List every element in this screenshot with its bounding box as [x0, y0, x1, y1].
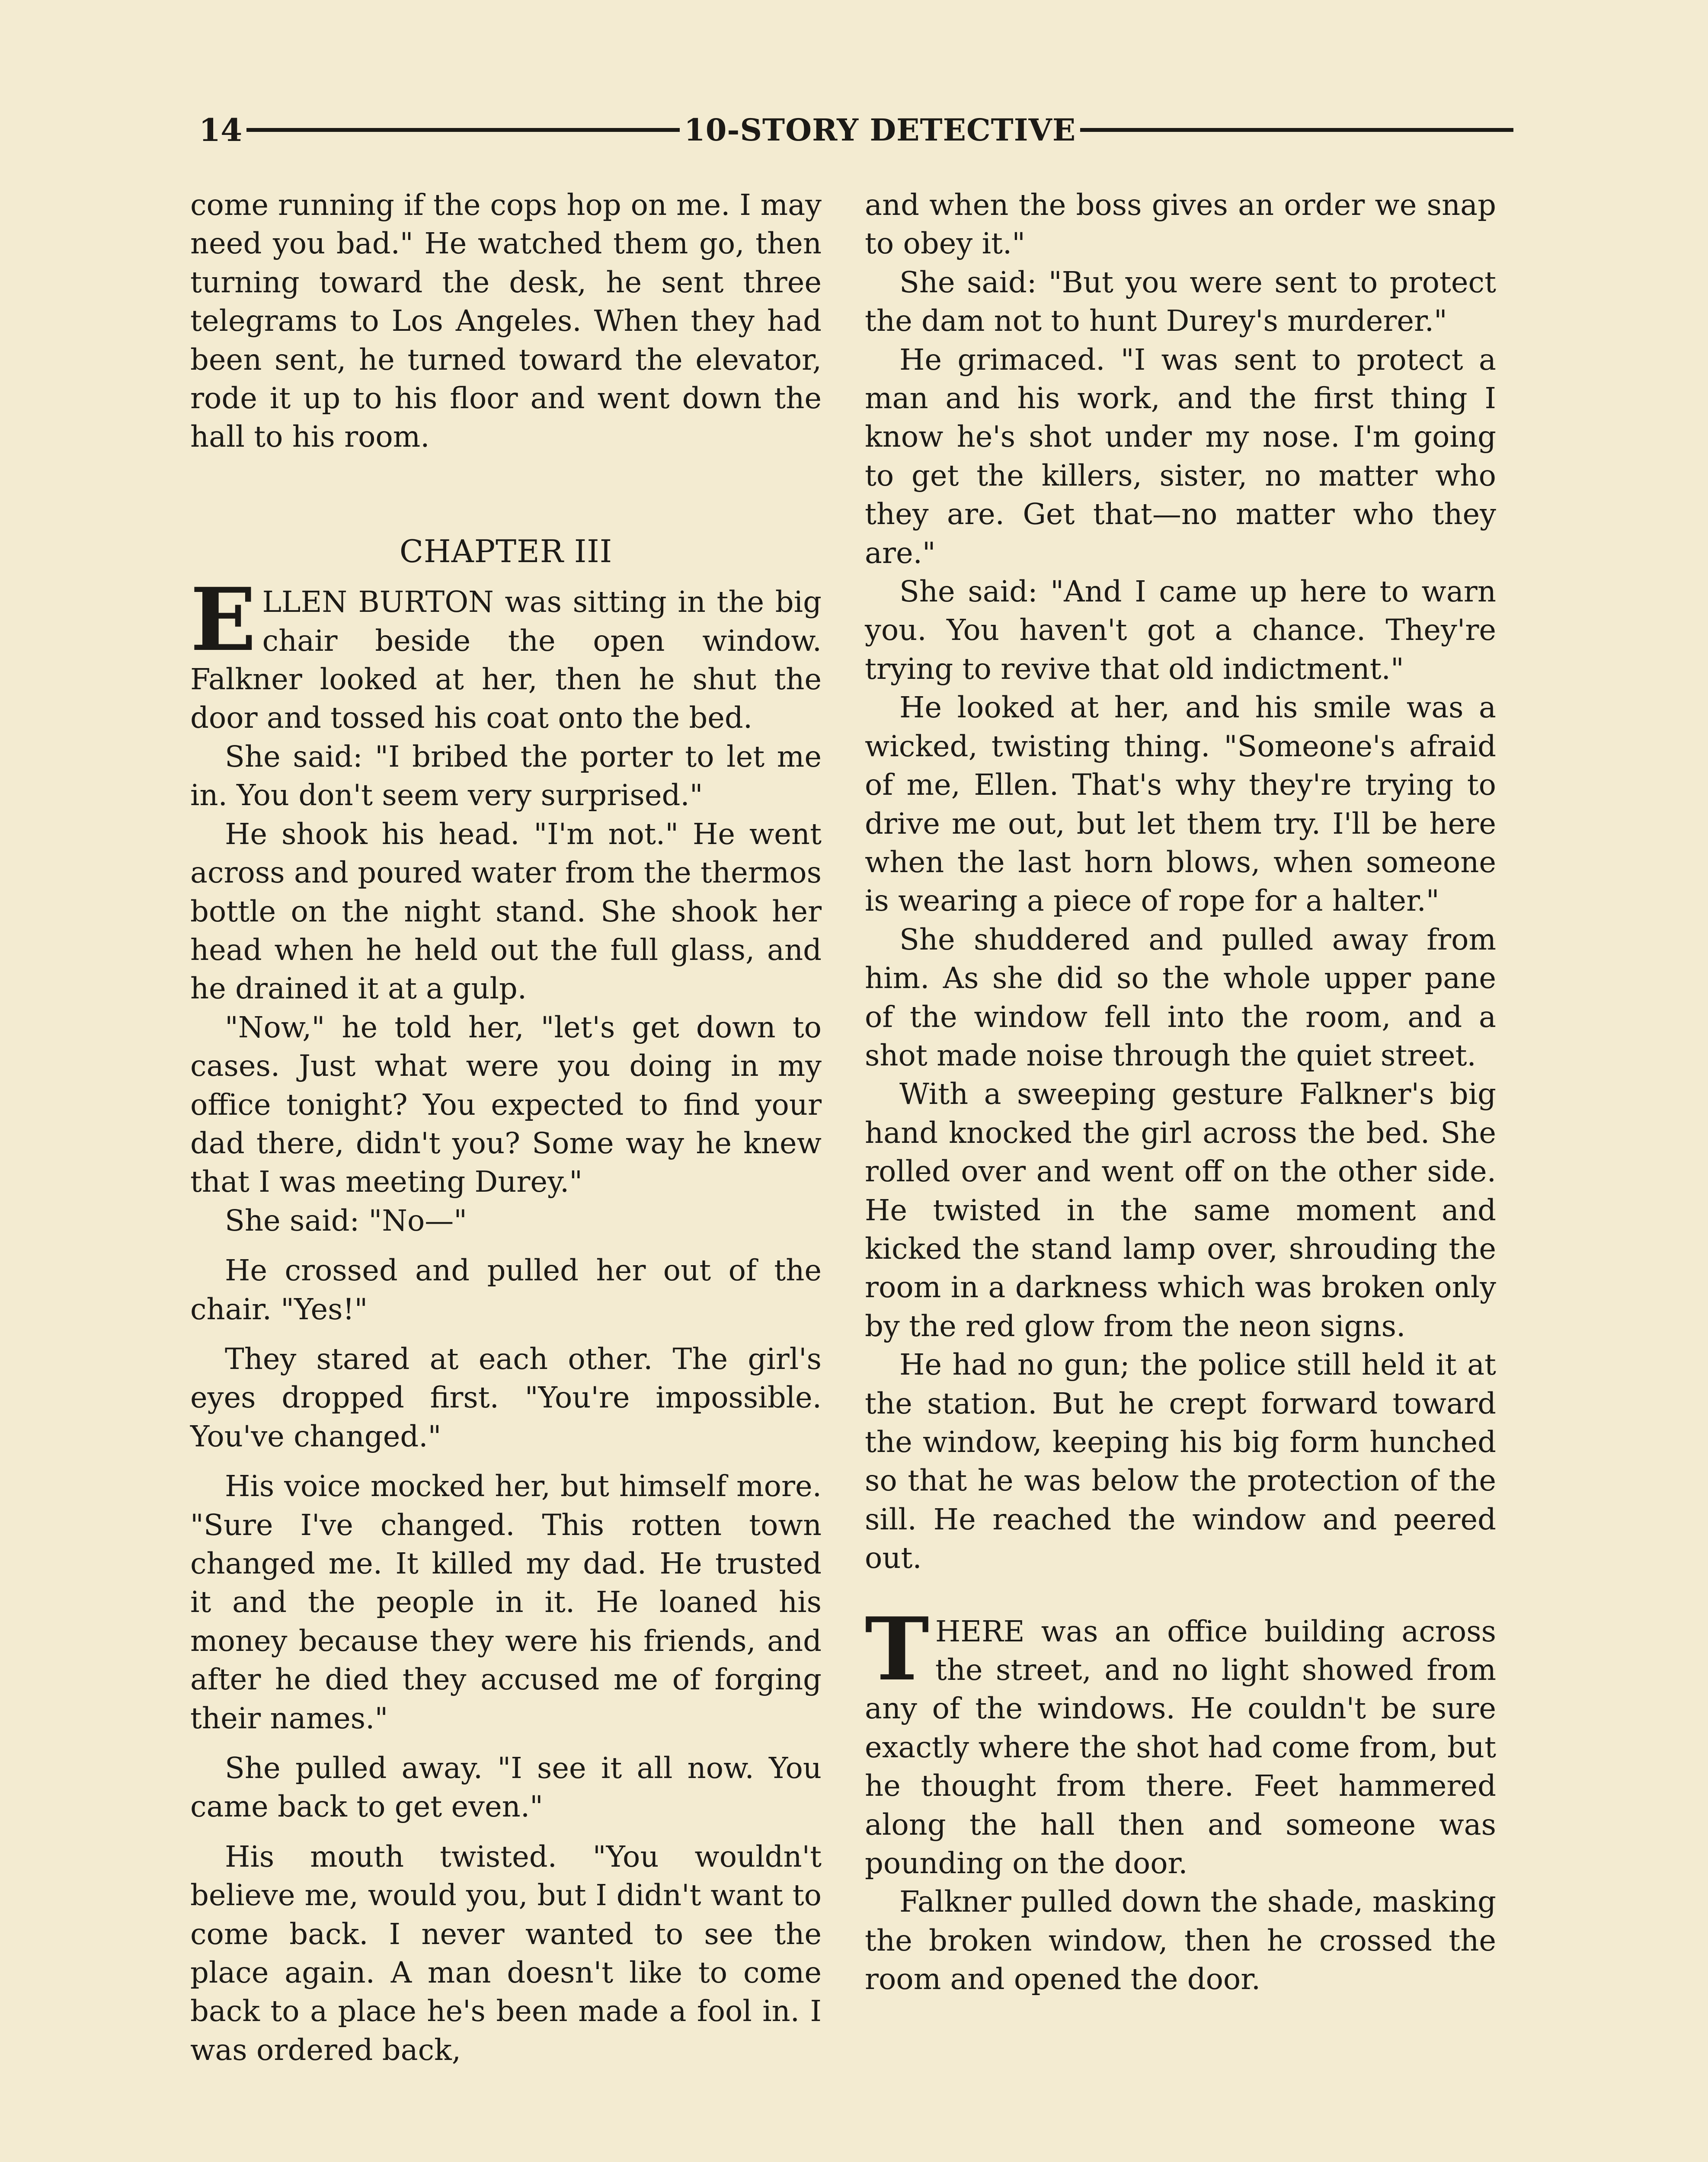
right-column — [865, 186, 1496, 1999]
paragraph: come running if the cops hop on me. I may need you bad." He watched them go, then turning toward the desk, he sent three telegrams to Los Angeles. When they had been sent, he turned toward the elevator, rode it up to his floor and went down the hall to his room. — [190, 188, 822, 454]
paragraph: She said: "And I came up here to warn you. You haven't got a chance. They're trying to revive that old indictment." — [865, 575, 1496, 686]
paragraph: His mouth twisted. "You wouldn't believe me, would you, but I didn't want to come back. I never wanted to see the place again. A man doesn't like to come back to a place he's been made a fool in. I was ordered back, — [190, 1839, 822, 2067]
paragraph-dropcap — [865, 1598, 1496, 1883]
paragraph: His voice mocked her, but himself more. "Sure I've changed. This rotten town changed me. It killed my dad. He trusted it and the people in it. He loaned his money because they were his friends, and after he died they accused me of forging their names." — [190, 1469, 822, 1735]
paragraph: They stared at each other. The girl's eyes dropped first. "You're impossible. You've changed." — [190, 1342, 822, 1453]
paragraph: Falkner pulled down the shade, masking the broken window, then he crossed the room and opened the door. — [865, 1885, 1496, 1996]
paragraph: and when the boss gives an order we snap to obey it." — [865, 188, 1496, 261]
paragraph: She pulled away. "I see it all now. You came back to get even." — [190, 1751, 822, 1824]
paragraph-dropcap — [190, 569, 822, 738]
header-rule-left — [246, 128, 680, 132]
paragraph-text: LLEN BURTON was sitting in the big chair beside the open window. Falkner looked at her, then he shut the door and tossed his coat onto the bed. — [190, 585, 822, 735]
paragraph: "Now," he told her, "let's get down to cases. Just what were you doing in my office tonight? You expected to find your dad there, didn't you? Some way he knew that I was meeting Durey." — [190, 1010, 822, 1199]
page-number: 14 — [199, 111, 243, 148]
left-column — [190, 186, 822, 2069]
paragraph: She said: "But you were sent to protect the dam not to hunt Durey's murderer." — [865, 265, 1496, 338]
paragraph: He grimaced. "I was sent to protect a man and his work, and the first thing I know he's shot under my nose. I'm going to get the killers, sister, no matter who they are. Get that—no matter who they are." — [865, 342, 1496, 570]
paragraph: He looked at her, and his smile was a wicked, twisting thing. "Someone's afraid of me, Ellen. That's why they're trying to drive me out, but let them try. I'll be here when the last horn blows, when someone is wearing a piece of rope for a halter." — [865, 691, 1496, 918]
running-head: 10-STORY DETECTIVE — [684, 112, 1076, 148]
page-header — [199, 104, 1513, 156]
chapter-heading: CHAPTER III — [399, 533, 613, 569]
paragraph: She shuddered and pulled away from him. As she did so the whole upper pane of the window fell into the room, and a shot made noise through the quiet street. — [865, 922, 1496, 1072]
drop-cap: E — [190, 569, 256, 671]
paragraph: He had no gun; the police still held it at the station. But he crept forward toward the window, keeping his big form hunched so that he was below the protection of the sill. He reached the window and peered out. — [865, 1348, 1496, 1575]
paragraph: With a sweeping gesture Falkner's big hand knocked the girl across the bed. She rolled over and went off on the other side. He twisted in the same moment and kicked the stand lamp over, shrouding the room in a darkness which was broken only by the red glow from the neon signs. — [865, 1077, 1496, 1343]
paragraph: She said: "No—" — [225, 1203, 467, 1238]
paragraph: She said: "I bribed the porter to let me in. You don't seem very surprised." — [190, 739, 822, 812]
drop-cap: T — [865, 1598, 929, 1700]
paragraph-text: HERE was an office building across the street, and no light showed from any of the windows. He couldn't be sure exactly where the shot had come from, but he thought from there. Feet hammered along the hall then and someone was pounding on the door. — [865, 1614, 1496, 1881]
paragraph: He crossed and pulled her out of the chair. "Yes!" — [190, 1254, 822, 1326]
header-rule-right — [1080, 128, 1513, 132]
section-break — [865, 1578, 1496, 1612]
paragraph: He shook his head. "I'm not." He went across and poured water from the thermos bottle on the night stand. She shook her head when he held out the full glass, and he drained it at a gulp. — [190, 817, 822, 1006]
